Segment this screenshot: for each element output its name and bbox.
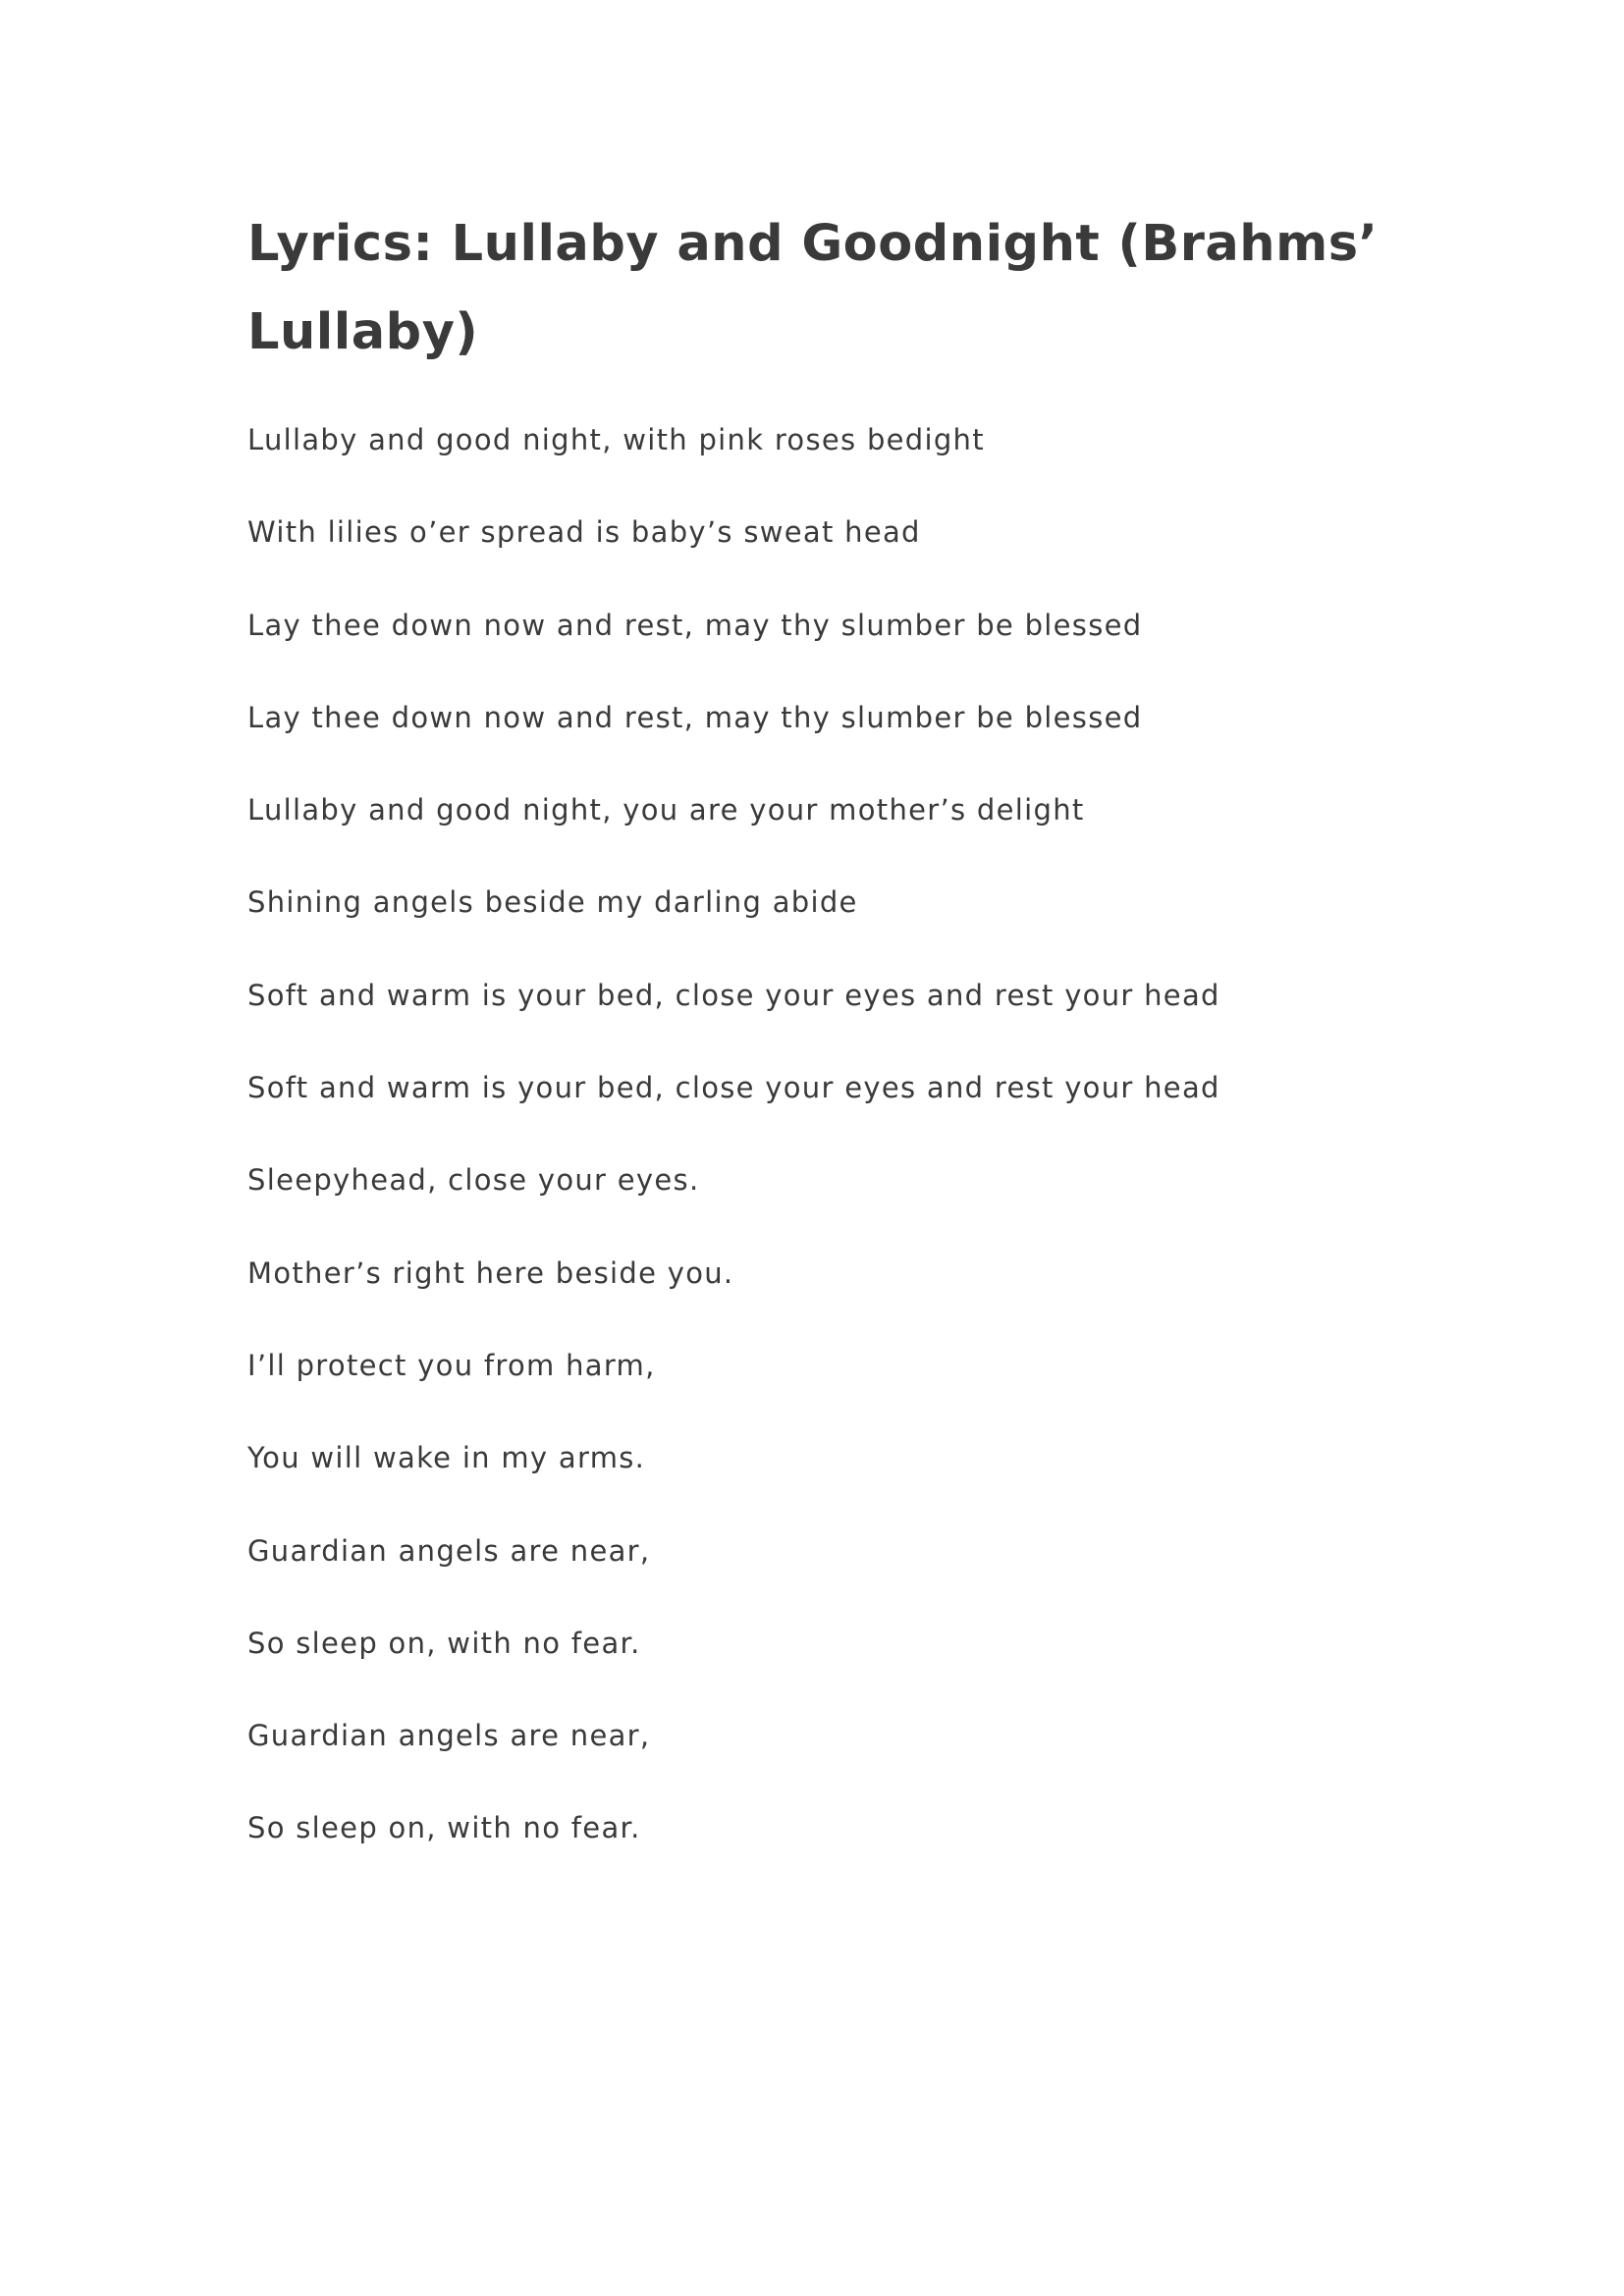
lyric-line: Soft and warm is your bed, close your eyes and rest your head	[247, 1071, 1220, 1105]
lyric-line: So sleep on, with no fear.	[247, 1811, 641, 1845]
lyric-line: Lullaby and good night, with pink roses bedight	[247, 423, 985, 456]
lyric-line: Guardian angels are near,	[247, 1719, 651, 1753]
lyric-line: Lay thee down now and rest, may thy slumber be blessed	[247, 608, 1143, 642]
lyric-line: Lullaby and good night, you are your mother’s delight	[247, 793, 1085, 828]
lyrics-list	[247, 413, 1475, 1895]
lyric-line: So sleep on, with no fear.	[247, 1626, 641, 1660]
lyric-line: Lay thee down now and rest, may thy slumber be blessed	[247, 700, 1143, 734]
lyric-line: Mother’s right here beside you.	[247, 1255, 734, 1290]
lyric-line: You will wake in my arms.	[247, 1441, 646, 1475]
page-title: Lyrics: Lullaby and Goodnight (Brahms’ Lullaby)	[247, 215, 1379, 361]
lyric-line: Sleepyhead, close your eyes.	[247, 1163, 700, 1198]
lyric-line: I’ll protect you from harm,	[247, 1348, 656, 1382]
lyric-line: Soft and warm is your bed, close your eyes and rest your head	[247, 978, 1220, 1012]
lyric-line: Guardian angels are near,	[247, 1533, 651, 1568]
lyric-line: Shining angels beside my darling abide	[247, 885, 858, 920]
lyric-line: With lilies o’er spread is baby’s sweat head	[247, 515, 921, 550]
